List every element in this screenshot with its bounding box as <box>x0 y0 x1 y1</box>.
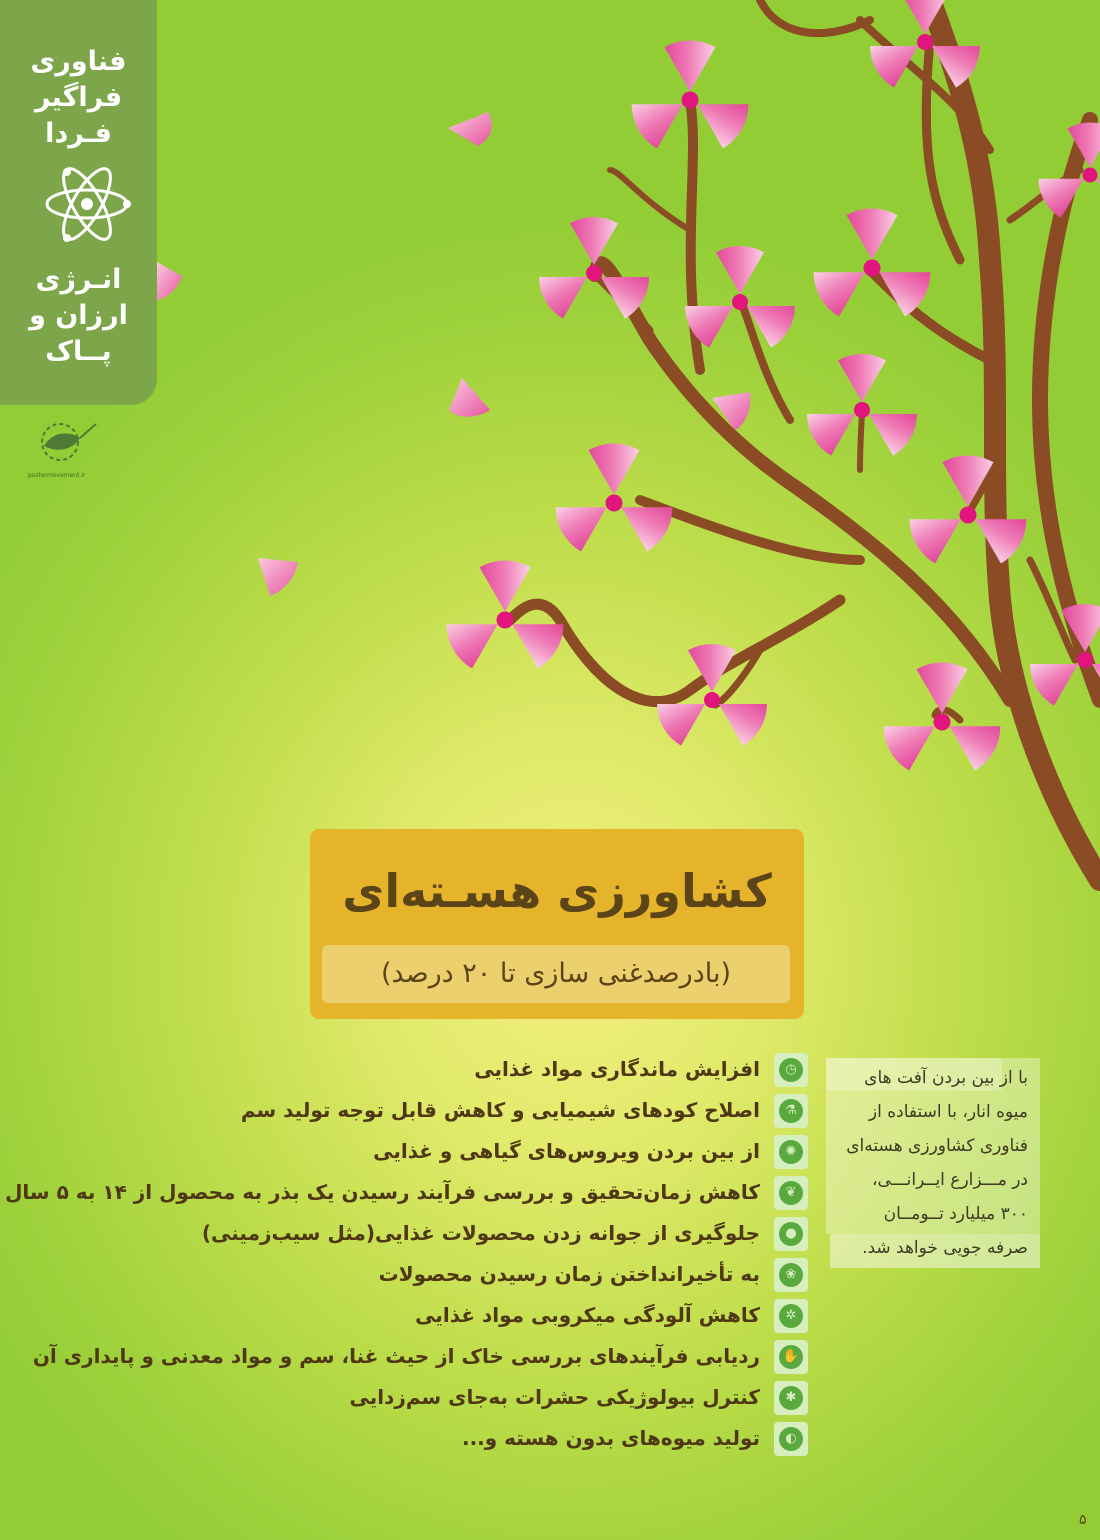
benefit-text: ردیابی فرآیندهای بررسی خاک از حیث غنا، سم و مواد معدنی و پایداری آن <box>32 1344 760 1368</box>
page-number: ۵ <box>1079 1512 1087 1528</box>
seed-sprout-icon: ❦ <box>774 1176 808 1210</box>
benefit-item <box>32 1337 808 1378</box>
side-bottom-line: پــاک <box>45 336 112 367</box>
insect-icon: ✱ <box>774 1381 808 1415</box>
benefit-item <box>5 1173 808 1214</box>
fertilizer-icon: ⚗ <box>774 1094 808 1128</box>
atom-icon <box>43 160 131 248</box>
info-line: ۳۰۰ میلیارد تــومــان <box>883 1204 1028 1224</box>
fruit-ripening-icon: ❀ <box>774 1258 808 1292</box>
info-line: میوه انار، با استفاده از <box>868 1102 1028 1122</box>
side-top-line: فـردا <box>45 118 112 149</box>
info-box <box>826 1058 1040 1268</box>
poster-movement-logo <box>30 418 100 466</box>
soil-hand-icon: ✋ <box>774 1340 808 1374</box>
side-top-text <box>0 44 157 152</box>
side-bottom-text <box>0 262 157 370</box>
benefit-text: کاهش آلودگی میکروبی مواد غذایی <box>415 1303 760 1327</box>
benefit-item <box>60 1091 808 1132</box>
benefit-text: افزایش ماندگاری مواد غذایی <box>474 1057 760 1081</box>
page-title: کشاورزی هسـته‌ای <box>342 864 772 918</box>
info-line: فناوری کشاورزی هسته‌ای <box>846 1136 1028 1156</box>
virus-target-icon: ✺ <box>774 1135 808 1169</box>
microbe-icon: ✲ <box>774 1299 808 1333</box>
benefit-text: کنترل بیولوژیکی حشرات به‌جای سم‌زدایی <box>349 1385 760 1409</box>
benefit-item <box>60 1132 808 1173</box>
benefit-item <box>60 1378 808 1419</box>
side-tab <box>0 0 157 405</box>
benefit-item <box>60 1255 808 1296</box>
side-bottom-line: ارزان و <box>29 300 128 331</box>
benefit-item <box>60 1296 808 1337</box>
benefit-text: اصلاح کودهای شیمیایی و کاهش قابل توجه تولید سم <box>240 1098 760 1122</box>
title-box <box>310 829 804 1019</box>
page-subtitle: (بادرصدغنی سازی تا ۲۰ درصد) <box>380 958 731 989</box>
info-line: با از بین بردن آفت های <box>864 1068 1028 1088</box>
benefit-item <box>60 1419 808 1460</box>
benefit-text: جلوگیری از جوانه زدن محصولات غذایی(مثل سیب‌زمینی) <box>201 1221 760 1245</box>
info-line: در مـــزارع ایــرانـــی، <box>872 1170 1028 1190</box>
subtitle-box <box>322 945 790 1003</box>
benefit-text: کاهش زمان‌تحقیق و بررسی فرآیند رسیدن یک بذر به محصول از ۱۴ به ۵ سال <box>5 1180 760 1204</box>
potato-icon: ● <box>774 1217 808 1251</box>
benefit-text: به تأخیرانداختن زمان رسیدن محصولات <box>378 1262 760 1286</box>
benefit-text: از بین بردن ویروس‌های گیاهی و غذایی <box>373 1139 760 1163</box>
side-bottom-line: انـرژی <box>35 264 122 295</box>
benefit-text: تولید میوه‌های بدون هسته و... <box>461 1426 760 1450</box>
logo-url: postermovement.ir <box>28 472 86 479</box>
side-top-line: فراگیر <box>34 82 123 113</box>
seedless-fruit-icon: ◐ <box>774 1422 808 1456</box>
benefit-item <box>60 1214 808 1255</box>
benefits-list <box>5 1050 808 1460</box>
clock-leaf-icon: ◷ <box>774 1053 808 1087</box>
side-top-line: فناوری <box>30 46 127 77</box>
info-line: صرفه جویی خواهد شد. <box>862 1238 1028 1258</box>
benefit-item <box>60 1050 808 1091</box>
